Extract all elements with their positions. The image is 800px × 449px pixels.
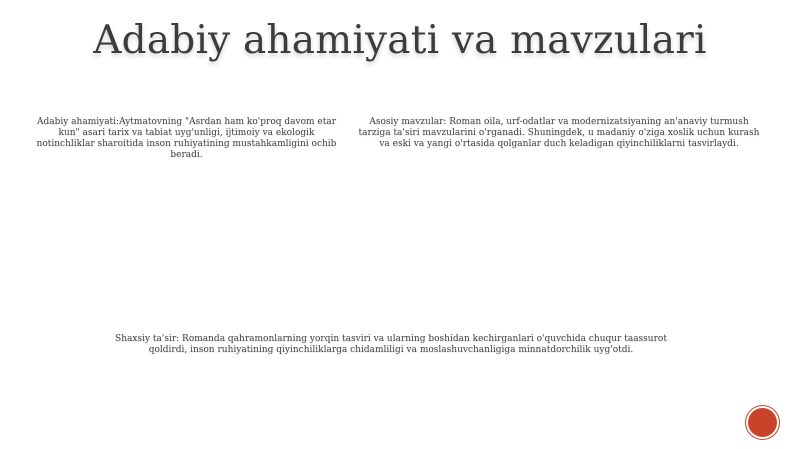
personal-impact-text: Shaxsiy ta'sir: Romanda qahramonlarning yorqin tasviri va ularning boshidan kechirganlari o'quvchida chuqur taassurot qoldirdi, inson ruhiyatining qiyinchiliklarga chidamliligi va moslashuvchanligiga minnatdorchilik uyg'otdi. xyxy=(115,334,667,355)
main-themes-text: Asosiy mavzular: Roman oila, urf-odatlar va modernizatsiyaning an'anaviy turmush tarziga ta'siri mavzularini o'rganadi. Shuningdek, u madaniy o'ziga xoslik uchun kurash va eski va yangi o'rtasida qolganlar duch keladigan qiyinchiliklarni tasvirlaydi. xyxy=(358,117,760,149)
slide-title: Adabiy ahamiyati va mavzulari xyxy=(93,18,707,63)
circle-nav-icon[interactable] xyxy=(748,408,777,437)
literary-significance-text: Adabiy ahamiyati:Aytmatovning "Asrdan ham ko'proq davom etar kun" asari tarix va tabiat uyg'unligi, ijtimoiy va ekologik notinchliklar sharoitida inson ruhiyatining mustahkamligini ochib beradi. xyxy=(36,117,337,160)
